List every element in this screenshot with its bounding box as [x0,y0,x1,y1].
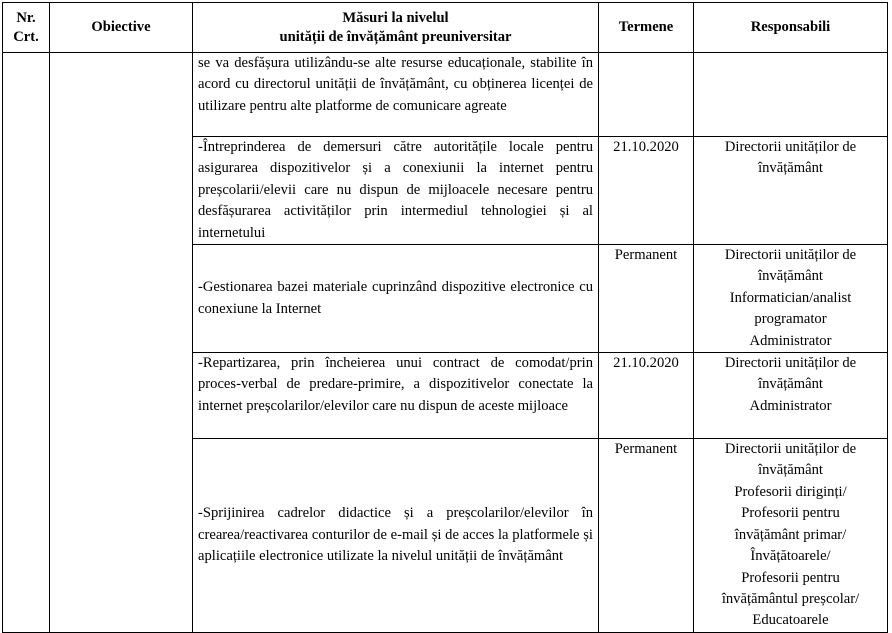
responsabili-cell [694,53,888,137]
masuri-cell: -Repartizarea, prin încheierea unui contract de comodat/prin proces-verbal de predare-primire, a dispozitivelor conectate la internet preșcolarilor/elevilor care nu dispun de aceste mijloace [193,353,599,439]
masuri-cell: -Întreprinderea de demersuri către autoritățile locale pentru asigurarea dispozitivelor și a conexiunii la internet pentru preșcolarii/elevii care nu dispun de mijloacele necesare pentru desfășurarea activităților prin intermediul tehnologiei și al internetului [193,137,599,245]
table-header-row [3,3,888,53]
header-masuri [193,3,599,53]
responsabili-cell [694,245,888,353]
table-row [3,53,888,137]
obiective-cell [50,53,193,633]
responsabil-line: programator [754,311,827,328]
responsabil-line: Administrator [749,332,832,349]
header-crt-line: Crt. [13,28,39,45]
nr-crt-cell [3,53,50,633]
responsabil-line: învățământ [758,160,823,177]
masuri-cell: se va desfășura utilizându-se alte resurse educaționale, stabilite în acord cu directorul unității de învățământ, cu obținerea licenței de utilizare pentru alte platforme de comunicare agreate [193,53,599,137]
responsabil-line: Profesorii pentru [741,505,840,522]
termene-cell: 21.10.2020 [599,353,694,439]
responsabil-line: învățământ [758,268,823,285]
header-obiective: Obiective [50,3,193,53]
responsabil-line: învățământ [758,462,823,479]
responsabil-line: Directorii unităților de [724,139,857,155]
header-termene: Termene [599,3,694,53]
responsabil-line: Administrator [749,397,832,414]
termene-cell: Permanent [599,245,694,353]
termene-cell: 21.10.2020 [599,137,694,245]
header-nr-line: Nr. [16,9,36,26]
responsabil-line: Informatician/analist [729,289,852,306]
responsabili-cell [694,353,888,439]
responsabil-line: Directorii unităților de [724,355,857,372]
header-nr-crt [3,3,50,53]
termene-cell: Permanent [599,439,694,633]
responsabil-line: Profesorii pentru [741,569,840,586]
masuri-cell: -Gestionarea bazei materiale cuprinzând dispozitive electronice cu conexiune la Internet [193,245,599,353]
responsabil-line: Directorii unităților de [724,247,857,264]
responsabil-line: Învățătoarele/ [750,548,831,565]
responsabili-cell [694,137,888,245]
header-responsabili: Responsabili [694,3,888,53]
measures-table [2,2,888,633]
responsabil-line: învățământ [758,376,823,393]
termene-cell [599,53,694,137]
masuri-cell: -Sprijinirea cadrelor didactice și a preșcolarilor/elevilor în crearea/reactivarea conturilor de e-mail și de acces la platformele și aplicațiile electronice utilizate la nivelul unității de învățământ [193,439,599,633]
responsabil-line: învățământul preșcolar/ [721,590,860,607]
responsabil-line: Directorii unităților de [724,441,857,458]
header-masuri-line-1: Măsuri la nivelul [342,9,449,26]
responsabil-line: Educatoarele [752,612,829,629]
responsabili-cell [694,439,888,633]
header-masuri-line-2: unității de învățământ preuniversitar [279,28,512,45]
responsabil-line: Profesorii diriginți/ [734,483,847,500]
responsabil-line: învățământ primar/ [734,526,847,543]
